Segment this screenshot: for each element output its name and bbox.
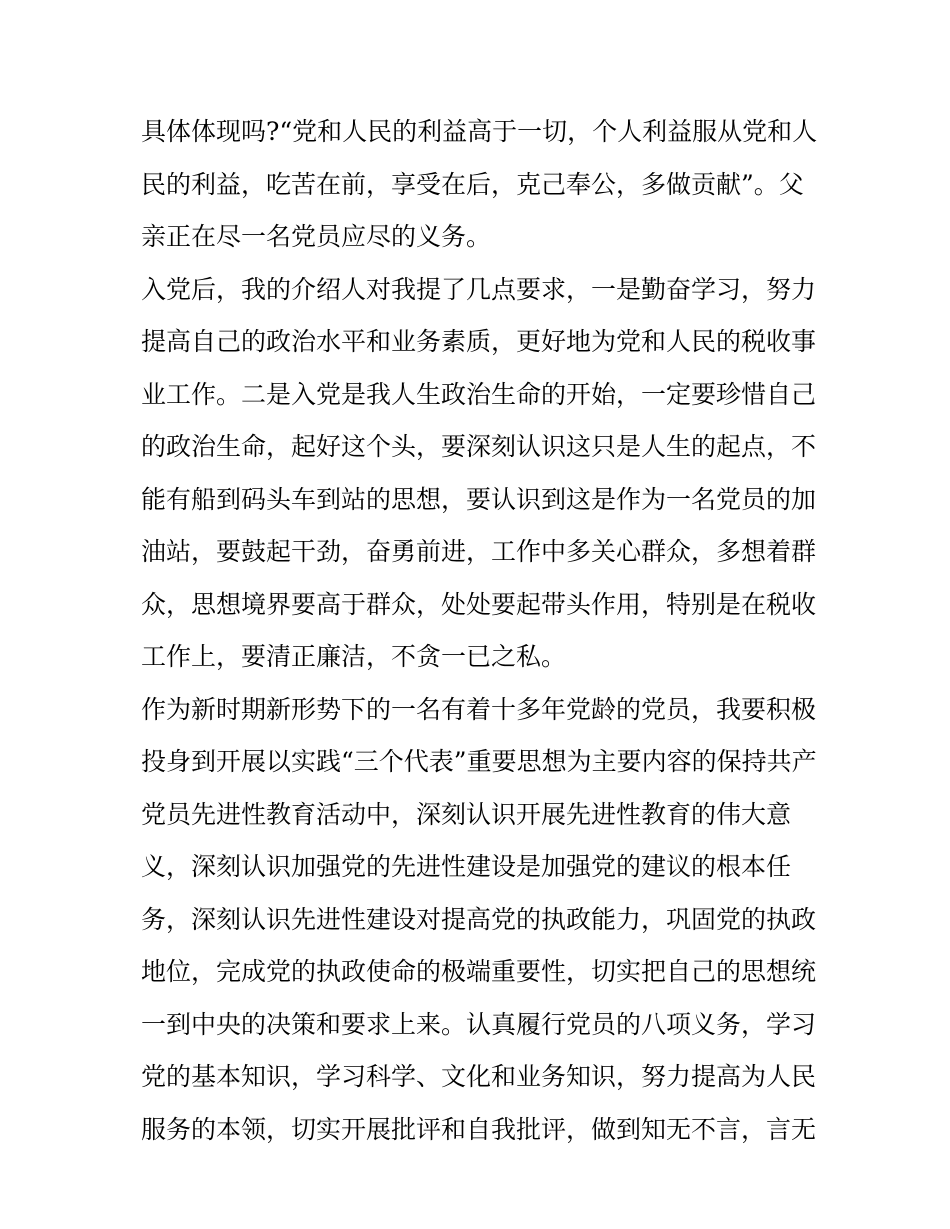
- text-line: 党员先进性教育活动中，深刻认识开展先进性教育的伟大意: [141, 799, 792, 829]
- text-line: 一到中央的决策和要求上来。认真履行党员的八项义务，学习: [141, 1009, 817, 1039]
- text-line: 务，深刻认识先进性建设对提高党的执政能力，巩固党的执政: [141, 904, 817, 934]
- text-line: 党的基本知识，学习科学、文化和业务知识，努力提高为人民: [141, 1062, 817, 1091]
- body-text: [141, 106, 831, 1156]
- text-line: 服务的本领，切实开展批评和自我批评，做到知无不言，言无: [141, 1114, 817, 1144]
- text-line: 具体体现吗?“党和人民的利益高于一切，个人利益服从党和人: [141, 117, 818, 146]
- text-line: 民的利益，吃苦在前，享受在后，克己奉公，多做贡献”。父: [141, 169, 804, 199]
- text-line: 众，思想境界要高于群众，处处要起带头作用，特别是在税收: [141, 589, 817, 619]
- text-line: 油站，要鼓起干劲，奋勇前进，工作中多关心群众，多想着群: [141, 537, 817, 566]
- text-line: 投身到开展以实践“三个代表”重要思想为主要内容的保持共产: [141, 747, 817, 776]
- text-line: 亲正在尽一名党员应尽的义务。: [141, 222, 492, 251]
- text-line: 能有船到码头车到站的思想，要认识到这是作为一名党员的加: [141, 484, 817, 514]
- text-line: 义，深刻认识加强党的先进性建设是加强党的建议的根本任: [141, 852, 792, 881]
- text-line: 作为新时期新形势下的一名有着十多年党龄的党员，我要积极: [141, 694, 817, 724]
- text-line: 的政治生命，起好这个头，要深刻认识这只是人生的起点，不: [141, 432, 817, 461]
- text-line: 地位，完成党的执政使命的极端重要性，切实把自己的思想统: [141, 957, 817, 986]
- text-line: 工作上，要清正廉洁，不贪一已之私。: [141, 642, 567, 671]
- text-line: 业工作。二是入党是我人生政治生命的开始，一定要珍惜自己: [141, 379, 817, 409]
- text-line: 入党后，我的介绍人对我提了几点要求，一是勤奋学习，努力: [141, 274, 817, 304]
- text-line: 提高自己的政治水平和业务素质，更好地为党和人民的税收事: [141, 327, 817, 356]
